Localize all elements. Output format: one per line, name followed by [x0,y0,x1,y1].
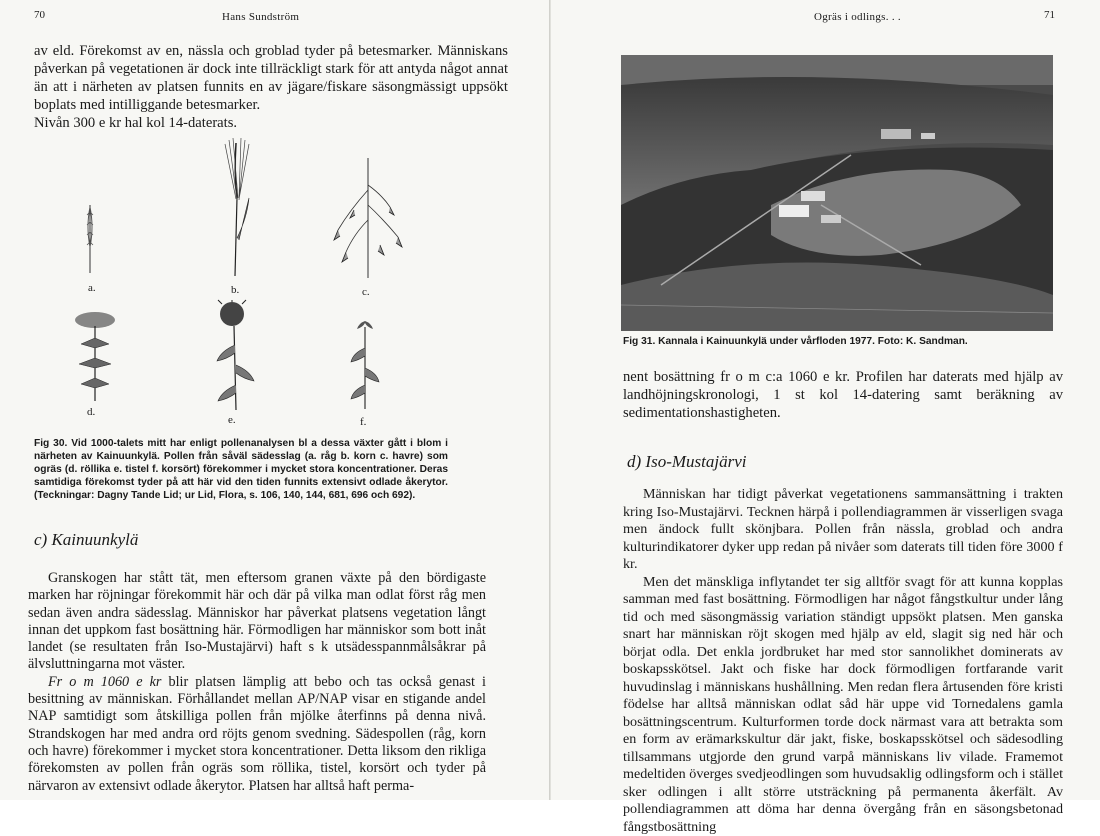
figure-label-d: d. [87,406,95,418]
yarrow-drawing [70,308,120,403]
page-number: 70 [34,9,45,21]
figure-caption: Fig 30. Vid 1000-talets mitt har enligt pollenanalysen bl a dessa växter gått i blom i närheten av Kainuunkylä. Pollen från såväl sädesslag (a. råg b. korn c. havre) som ogräs (d. röllika e. tistel f. korsört) förekommer i mycket stora koncentrationer. Deras samtidiga förekomst tyder på att här vid den tiden funnits extensivt odlade åkerytor. (Teckningar: Dagny Tande Lid; ur Lid, Flora, s. 106, 140, 144, 681, 696 och 692). [34,437,448,502]
running-head: Ogräs i odlings. . . [814,11,901,23]
oat-drawing [330,150,410,280]
photo-caption: Fig 31. Kannala i Kainuunkylä under vårfloden 1977. Foto: K. Sandman. [623,335,1053,348]
section-text [28,570,486,795]
barley-drawing [215,138,255,278]
section-text [623,486,1063,836]
paragraph: Människan har tidigt påverkat vegetationens sammansättning i trakten kring Iso-Mustajärvi. Tecknen härpå i pollendiagrammen är visserligen svaga men ändock fullt skönjbara. Pollen från nässla, groblad och andra kulturindikatorer dyker upp redan på nivåer som daterats till tiden före 3000 f kr. [623,486,1063,574]
top-text [34,42,508,132]
paragraph: Men det mänskliga inflytandet ter sig alltför svagt för att kunna kopplas samman med fast bosättning. Förmodligen har något fångstkultur under lång tid och med säsongmässig variation ständigt uppsökt platsen. Men ganska snart har människan röjt skogen med hjälp av eld, slagit sig ned här och börjat odla. Det enkla jordbruket har med stor sannolikhet dominerats av boskapsskötsel. Jakt och fiske har dock förmodligen fortfarande varit huvudinslag i människans hushållning. Men redan flera årtusenden före kristi födelse har alltså människan odlat såd här uppe vid Tornedalens gamla bosättningscentrum. Kulturformen torde dock närmast vara att betrakta som en form av erämarkskultur där jakt, fiske, boskapsskötsel och sädesodling tillsammans utgjorde den grund varpå människans liv vilade. Framemot medeltiden överges svedjeodlingen som huvudsaklig odlingsform och i stället sker odlingen i allt större utsträckning på permanenta åkerfält. Av pollendiagrammen att döma har denna övergång från en säsongsbetonad fångstbosättning [623,574,1063,836]
section-heading: c) Kainuunkylä [34,530,138,550]
rye-drawing [70,195,110,275]
figure-label-b: b. [231,284,239,296]
page-number: 71 [1044,9,1055,21]
figure-label-f: f. [360,416,366,428]
thistle-drawing [210,300,260,412]
running-head: Hans Sundström [222,11,299,23]
groundsel-drawing [345,313,385,411]
paragraph-text: blir platsen lämplig att bebo och tas också genast i besittning av människan. Förhållandet mellan AP/NAP visar en stigande andel NAP samtidigt som åtskilliga pollen från mjölke återfinns på denna nivå. Strandskogen har med andra ord röjts genom svedning. Sädespollen (råg, korn och havre) förekommer i mycket stora koncentrationer. Detta liksom den rikliga förekomsten av pollen från ogräs som röllika, tistel, korsört och tyder på närvaron av extensivt odlade åkerytor. Platsen har alltså haft perma- [28,674,486,794]
section-heading: d) Iso-Mustajärvi [627,452,746,472]
paragraph: Nivån 300 e kr hal kol 14-daterats. [34,114,508,132]
figure-label-e: e. [228,414,236,426]
continuation-text: nent bosättning fr o m c:a 1060 e kr. Profilen har daterats med hjälp av landhöjningskronologi, 1 st kol 14-datering samt beräkning av sedimentationshastigheten. [623,368,1063,423]
paragraph: av eld. Förekomst av en, nässla och groblad tyder på betesmarker. Människans påverkan på vegetationen är dock inte tillräckligt stark för att antyda något annat än att i närheten av platsen funnits en av jägare/fiskare säsongmässigt uppsökt boplats med intilliggande betesmarker. [34,42,508,114]
paragraph [28,674,486,795]
italic-date: Fr o m 1060 e kr [48,674,161,690]
left-page [0,0,549,800]
aerial-photo [621,55,1053,331]
right-page [551,0,1100,800]
figure-label-a: a. [88,282,96,294]
paragraph: Granskogen har stått tät, men eftersom granen växte på den bördigaste marken har röjningar förekommit här och där på vilka man odlat först råg men sedan även andra sädesslag. Människor har påverkat platsens vegetation långt innan det uppkom fast bosättning här. Förmodligen har människor som bott inåt landet (se resultaten från Iso-Mustajärvi) haft s k utsädesspannmålsåkrar på älvsluttningarna mot väster. [28,570,486,674]
figure-label-c: c. [362,286,370,298]
